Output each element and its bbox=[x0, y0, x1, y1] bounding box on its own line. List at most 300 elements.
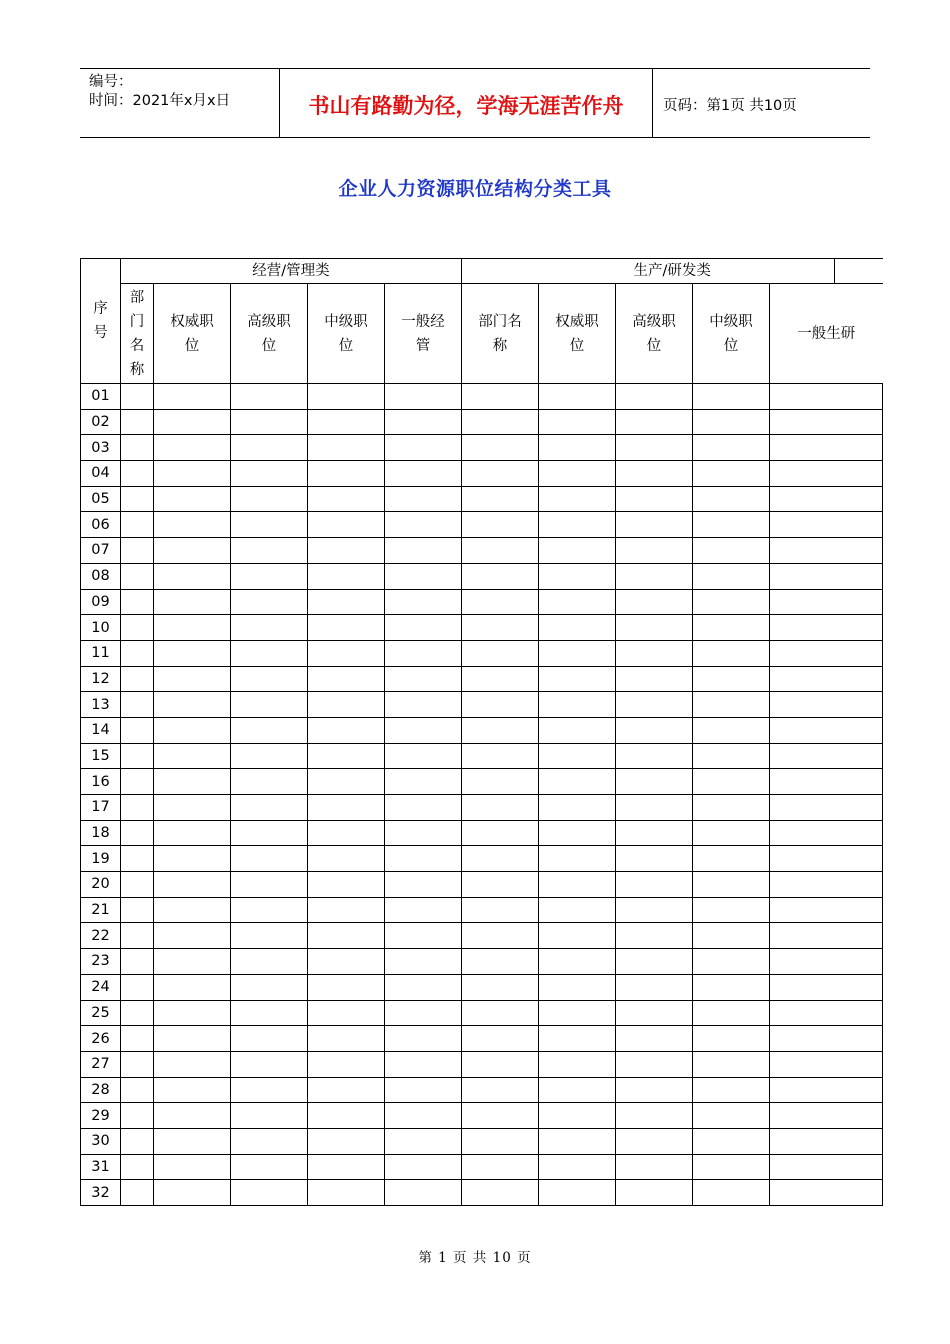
table-cell[interactable] bbox=[231, 409, 308, 435]
table-cell[interactable] bbox=[462, 1103, 539, 1129]
table-cell[interactable] bbox=[154, 1077, 231, 1103]
table-cell[interactable] bbox=[308, 897, 385, 923]
table-cell[interactable] bbox=[121, 897, 154, 923]
table-cell[interactable] bbox=[616, 692, 693, 718]
table-cell[interactable] bbox=[693, 1180, 770, 1206]
table-cell[interactable] bbox=[385, 1077, 462, 1103]
table-cell[interactable] bbox=[385, 461, 462, 487]
table-cell[interactable] bbox=[462, 949, 539, 975]
table-cell[interactable] bbox=[231, 563, 308, 589]
table-cell[interactable] bbox=[539, 461, 616, 487]
table-cell[interactable] bbox=[308, 384, 385, 410]
table-cell[interactable] bbox=[154, 923, 231, 949]
table-cell[interactable] bbox=[770, 666, 883, 692]
table-cell[interactable] bbox=[616, 538, 693, 564]
table-cell[interactable] bbox=[385, 974, 462, 1000]
table-cell[interactable] bbox=[121, 1154, 154, 1180]
table-cell[interactable] bbox=[770, 743, 883, 769]
table-cell[interactable] bbox=[121, 409, 154, 435]
table-cell[interactable] bbox=[616, 743, 693, 769]
table-cell[interactable] bbox=[154, 769, 231, 795]
table-cell[interactable] bbox=[308, 1128, 385, 1154]
table-cell[interactable] bbox=[121, 949, 154, 975]
table-cell[interactable] bbox=[308, 1103, 385, 1129]
table-cell[interactable] bbox=[385, 820, 462, 846]
table-cell[interactable] bbox=[385, 743, 462, 769]
table-cell[interactable] bbox=[121, 461, 154, 487]
table-cell[interactable] bbox=[154, 872, 231, 898]
table-cell[interactable] bbox=[121, 640, 154, 666]
table-cell[interactable] bbox=[539, 486, 616, 512]
table-cell[interactable] bbox=[539, 666, 616, 692]
table-cell[interactable] bbox=[462, 795, 539, 821]
table-cell[interactable] bbox=[693, 769, 770, 795]
table-cell[interactable] bbox=[616, 795, 693, 821]
table-cell[interactable] bbox=[770, 640, 883, 666]
table-cell[interactable] bbox=[121, 563, 154, 589]
table-cell[interactable] bbox=[770, 717, 883, 743]
table-cell[interactable] bbox=[385, 872, 462, 898]
table-cell[interactable] bbox=[231, 486, 308, 512]
table-cell[interactable] bbox=[770, 692, 883, 718]
table-cell[interactable] bbox=[308, 435, 385, 461]
table-cell[interactable] bbox=[616, 435, 693, 461]
table-cell[interactable] bbox=[385, 589, 462, 615]
table-cell[interactable] bbox=[539, 846, 616, 872]
table-cell[interactable] bbox=[462, 1026, 539, 1052]
table-cell[interactable] bbox=[308, 846, 385, 872]
table-cell[interactable] bbox=[462, 1154, 539, 1180]
table-cell[interactable] bbox=[693, 1000, 770, 1026]
table-cell[interactable] bbox=[616, 486, 693, 512]
table-cell[interactable] bbox=[616, 615, 693, 641]
table-cell[interactable] bbox=[385, 1154, 462, 1180]
table-cell[interactable] bbox=[693, 461, 770, 487]
table-cell[interactable] bbox=[231, 820, 308, 846]
table-cell[interactable] bbox=[385, 640, 462, 666]
table-cell[interactable] bbox=[462, 820, 539, 846]
table-cell[interactable] bbox=[308, 589, 385, 615]
table-cell[interactable] bbox=[462, 846, 539, 872]
table-cell[interactable] bbox=[385, 384, 462, 410]
table-cell[interactable] bbox=[154, 717, 231, 743]
table-cell[interactable] bbox=[121, 615, 154, 641]
table-cell[interactable] bbox=[121, 1077, 154, 1103]
table-cell[interactable] bbox=[231, 692, 308, 718]
table-cell[interactable] bbox=[231, 384, 308, 410]
table-cell[interactable] bbox=[308, 486, 385, 512]
table-cell[interactable] bbox=[770, 1051, 883, 1077]
table-cell[interactable] bbox=[154, 846, 231, 872]
table-cell[interactable] bbox=[539, 743, 616, 769]
table-cell[interactable] bbox=[308, 1077, 385, 1103]
table-cell[interactable] bbox=[616, 897, 693, 923]
table-cell[interactable] bbox=[308, 615, 385, 641]
table-cell[interactable] bbox=[539, 795, 616, 821]
table-cell[interactable] bbox=[231, 589, 308, 615]
table-cell[interactable] bbox=[154, 1154, 231, 1180]
table-cell[interactable] bbox=[539, 1154, 616, 1180]
table-cell[interactable] bbox=[462, 461, 539, 487]
table-cell[interactable] bbox=[385, 1000, 462, 1026]
table-cell[interactable] bbox=[616, 589, 693, 615]
table-cell[interactable] bbox=[308, 461, 385, 487]
table-cell[interactable] bbox=[121, 743, 154, 769]
table-cell[interactable] bbox=[770, 872, 883, 898]
table-cell[interactable] bbox=[308, 538, 385, 564]
table-cell[interactable] bbox=[308, 949, 385, 975]
table-cell[interactable] bbox=[539, 1077, 616, 1103]
table-cell[interactable] bbox=[154, 1051, 231, 1077]
table-cell[interactable] bbox=[770, 1103, 883, 1129]
table-cell[interactable] bbox=[616, 769, 693, 795]
table-cell[interactable] bbox=[231, 666, 308, 692]
table-cell[interactable] bbox=[693, 897, 770, 923]
table-cell[interactable] bbox=[462, 615, 539, 641]
table-cell[interactable] bbox=[462, 1077, 539, 1103]
table-cell[interactable] bbox=[154, 589, 231, 615]
table-cell[interactable] bbox=[231, 512, 308, 538]
table-cell[interactable] bbox=[121, 769, 154, 795]
table-cell[interactable] bbox=[121, 589, 154, 615]
table-cell[interactable] bbox=[539, 1051, 616, 1077]
table-cell[interactable] bbox=[231, 1051, 308, 1077]
table-cell[interactable] bbox=[308, 1000, 385, 1026]
table-cell[interactable] bbox=[121, 435, 154, 461]
table-cell[interactable] bbox=[770, 615, 883, 641]
table-cell[interactable] bbox=[539, 1103, 616, 1129]
table-cell[interactable] bbox=[462, 1051, 539, 1077]
table-cell[interactable] bbox=[770, 949, 883, 975]
table-cell[interactable] bbox=[231, 743, 308, 769]
table-cell[interactable] bbox=[231, 1180, 308, 1206]
table-cell[interactable] bbox=[462, 1000, 539, 1026]
table-cell[interactable] bbox=[385, 1180, 462, 1206]
table-cell[interactable] bbox=[539, 384, 616, 410]
table-cell[interactable] bbox=[231, 846, 308, 872]
table-cell[interactable] bbox=[231, 1154, 308, 1180]
table-cell[interactable] bbox=[154, 1026, 231, 1052]
table-cell[interactable] bbox=[770, 589, 883, 615]
table-cell[interactable] bbox=[385, 615, 462, 641]
table-cell[interactable] bbox=[308, 717, 385, 743]
table-cell[interactable] bbox=[539, 1180, 616, 1206]
table-cell[interactable] bbox=[616, 1026, 693, 1052]
table-cell[interactable] bbox=[770, 846, 883, 872]
table-cell[interactable] bbox=[693, 820, 770, 846]
table-cell[interactable] bbox=[385, 769, 462, 795]
table-cell[interactable] bbox=[385, 1103, 462, 1129]
table-cell[interactable] bbox=[121, 795, 154, 821]
table-cell[interactable] bbox=[462, 769, 539, 795]
table-cell[interactable] bbox=[154, 949, 231, 975]
table-cell[interactable] bbox=[308, 692, 385, 718]
table-cell[interactable] bbox=[385, 1026, 462, 1052]
table-cell[interactable] bbox=[616, 1103, 693, 1129]
table-cell[interactable] bbox=[462, 435, 539, 461]
table-cell[interactable] bbox=[231, 769, 308, 795]
table-cell[interactable] bbox=[693, 486, 770, 512]
table-cell[interactable] bbox=[308, 923, 385, 949]
table-cell[interactable] bbox=[308, 1051, 385, 1077]
table-cell[interactable] bbox=[231, 717, 308, 743]
table-cell[interactable] bbox=[121, 974, 154, 1000]
table-cell[interactable] bbox=[539, 974, 616, 1000]
table-cell[interactable] bbox=[462, 923, 539, 949]
table-cell[interactable] bbox=[154, 666, 231, 692]
table-cell[interactable] bbox=[616, 409, 693, 435]
table-cell[interactable] bbox=[121, 820, 154, 846]
table-cell[interactable] bbox=[231, 795, 308, 821]
table-cell[interactable] bbox=[539, 923, 616, 949]
table-cell[interactable] bbox=[693, 1051, 770, 1077]
table-cell[interactable] bbox=[462, 1128, 539, 1154]
table-cell[interactable] bbox=[462, 743, 539, 769]
table-cell[interactable] bbox=[154, 563, 231, 589]
table-cell[interactable] bbox=[539, 615, 616, 641]
table-cell[interactable] bbox=[616, 384, 693, 410]
table-cell[interactable] bbox=[770, 538, 883, 564]
table-cell[interactable] bbox=[693, 640, 770, 666]
table-cell[interactable] bbox=[770, 820, 883, 846]
table-cell[interactable] bbox=[231, 435, 308, 461]
table-cell[interactable] bbox=[693, 1128, 770, 1154]
table-cell[interactable] bbox=[385, 923, 462, 949]
table-cell[interactable] bbox=[154, 974, 231, 1000]
table-cell[interactable] bbox=[693, 615, 770, 641]
table-cell[interactable] bbox=[231, 640, 308, 666]
table-cell[interactable] bbox=[693, 538, 770, 564]
table-cell[interactable] bbox=[770, 512, 883, 538]
table-cell[interactable] bbox=[154, 640, 231, 666]
table-cell[interactable] bbox=[308, 743, 385, 769]
table-cell[interactable] bbox=[616, 563, 693, 589]
table-cell[interactable] bbox=[693, 795, 770, 821]
table-cell[interactable] bbox=[616, 923, 693, 949]
table-cell[interactable] bbox=[154, 486, 231, 512]
table-cell[interactable] bbox=[121, 1051, 154, 1077]
table-cell[interactable] bbox=[539, 717, 616, 743]
table-cell[interactable] bbox=[770, 1180, 883, 1206]
table-cell[interactable] bbox=[154, 795, 231, 821]
table-cell[interactable] bbox=[121, 486, 154, 512]
table-cell[interactable] bbox=[385, 717, 462, 743]
table-cell[interactable] bbox=[693, 692, 770, 718]
table-cell[interactable] bbox=[121, 923, 154, 949]
table-cell[interactable] bbox=[770, 409, 883, 435]
table-cell[interactable] bbox=[385, 563, 462, 589]
table-cell[interactable] bbox=[693, 923, 770, 949]
table-cell[interactable] bbox=[462, 409, 539, 435]
table-cell[interactable] bbox=[693, 974, 770, 1000]
table-cell[interactable] bbox=[616, 1154, 693, 1180]
table-cell[interactable] bbox=[462, 897, 539, 923]
table-cell[interactable] bbox=[154, 743, 231, 769]
table-cell[interactable] bbox=[462, 974, 539, 1000]
table-cell[interactable] bbox=[539, 538, 616, 564]
table-cell[interactable] bbox=[693, 666, 770, 692]
table-cell[interactable] bbox=[154, 1000, 231, 1026]
table-cell[interactable] bbox=[770, 384, 883, 410]
table-cell[interactable] bbox=[693, 846, 770, 872]
table-cell[interactable] bbox=[539, 435, 616, 461]
table-cell[interactable] bbox=[231, 1000, 308, 1026]
table-cell[interactable] bbox=[462, 666, 539, 692]
table-cell[interactable] bbox=[539, 1026, 616, 1052]
table-cell[interactable] bbox=[154, 512, 231, 538]
table-cell[interactable] bbox=[462, 640, 539, 666]
table-cell[interactable] bbox=[385, 897, 462, 923]
table-cell[interactable] bbox=[154, 461, 231, 487]
table-cell[interactable] bbox=[154, 384, 231, 410]
table-cell[interactable] bbox=[616, 512, 693, 538]
table-cell[interactable] bbox=[121, 512, 154, 538]
table-cell[interactable] bbox=[231, 1077, 308, 1103]
table-cell[interactable] bbox=[154, 692, 231, 718]
table-cell[interactable] bbox=[121, 717, 154, 743]
table-cell[interactable] bbox=[121, 692, 154, 718]
table-cell[interactable] bbox=[462, 589, 539, 615]
table-cell[interactable] bbox=[770, 769, 883, 795]
table-cell[interactable] bbox=[770, 974, 883, 1000]
table-cell[interactable] bbox=[308, 512, 385, 538]
table-cell[interactable] bbox=[121, 1000, 154, 1026]
table-cell[interactable] bbox=[539, 1128, 616, 1154]
table-cell[interactable] bbox=[770, 795, 883, 821]
table-cell[interactable] bbox=[231, 1026, 308, 1052]
table-cell[interactable] bbox=[154, 615, 231, 641]
table-cell[interactable] bbox=[616, 846, 693, 872]
table-cell[interactable] bbox=[385, 486, 462, 512]
table-cell[interactable] bbox=[770, 1000, 883, 1026]
table-cell[interactable] bbox=[385, 692, 462, 718]
table-cell[interactable] bbox=[770, 923, 883, 949]
table-cell[interactable] bbox=[308, 640, 385, 666]
table-cell[interactable] bbox=[462, 692, 539, 718]
table-cell[interactable] bbox=[539, 640, 616, 666]
table-cell[interactable] bbox=[462, 486, 539, 512]
table-cell[interactable] bbox=[385, 512, 462, 538]
table-cell[interactable] bbox=[616, 1077, 693, 1103]
table-cell[interactable] bbox=[462, 512, 539, 538]
table-cell[interactable] bbox=[308, 795, 385, 821]
table-cell[interactable] bbox=[693, 743, 770, 769]
table-cell[interactable] bbox=[231, 538, 308, 564]
table-cell[interactable] bbox=[770, 1077, 883, 1103]
table-cell[interactable] bbox=[693, 949, 770, 975]
table-cell[interactable] bbox=[770, 1128, 883, 1154]
table-cell[interactable] bbox=[231, 872, 308, 898]
table-cell[interactable] bbox=[121, 1128, 154, 1154]
table-cell[interactable] bbox=[462, 1180, 539, 1206]
table-cell[interactable] bbox=[616, 1180, 693, 1206]
table-cell[interactable] bbox=[308, 1180, 385, 1206]
table-cell[interactable] bbox=[616, 717, 693, 743]
table-cell[interactable] bbox=[121, 1180, 154, 1206]
table-cell[interactable] bbox=[231, 615, 308, 641]
table-cell[interactable] bbox=[770, 1026, 883, 1052]
table-cell[interactable] bbox=[385, 795, 462, 821]
table-cell[interactable] bbox=[616, 1128, 693, 1154]
table-cell[interactable] bbox=[308, 769, 385, 795]
table-cell[interactable] bbox=[385, 846, 462, 872]
table-cell[interactable] bbox=[693, 435, 770, 461]
table-cell[interactable] bbox=[770, 563, 883, 589]
table-cell[interactable] bbox=[154, 409, 231, 435]
table-cell[interactable] bbox=[462, 384, 539, 410]
table-cell[interactable] bbox=[693, 512, 770, 538]
table-cell[interactable] bbox=[121, 846, 154, 872]
table-cell[interactable] bbox=[539, 512, 616, 538]
table-cell[interactable] bbox=[385, 1051, 462, 1077]
table-cell[interactable] bbox=[539, 897, 616, 923]
table-cell[interactable] bbox=[539, 589, 616, 615]
table-cell[interactable] bbox=[693, 384, 770, 410]
table-cell[interactable] bbox=[770, 486, 883, 512]
table-cell[interactable] bbox=[154, 897, 231, 923]
table-cell[interactable] bbox=[693, 589, 770, 615]
table-cell[interactable] bbox=[154, 1180, 231, 1206]
table-cell[interactable] bbox=[616, 949, 693, 975]
table-cell[interactable] bbox=[385, 435, 462, 461]
table-cell[interactable] bbox=[308, 974, 385, 1000]
table-cell[interactable] bbox=[462, 717, 539, 743]
table-cell[interactable] bbox=[693, 1077, 770, 1103]
table-cell[interactable] bbox=[770, 461, 883, 487]
table-cell[interactable] bbox=[616, 461, 693, 487]
table-cell[interactable] bbox=[231, 1128, 308, 1154]
table-cell[interactable] bbox=[539, 820, 616, 846]
table-cell[interactable] bbox=[154, 1128, 231, 1154]
table-cell[interactable] bbox=[693, 1026, 770, 1052]
table-cell[interactable] bbox=[539, 769, 616, 795]
table-cell[interactable] bbox=[539, 872, 616, 898]
table-cell[interactable] bbox=[231, 897, 308, 923]
table-cell[interactable] bbox=[385, 949, 462, 975]
table-cell[interactable] bbox=[539, 1000, 616, 1026]
table-cell[interactable] bbox=[770, 1154, 883, 1180]
table-cell[interactable] bbox=[121, 666, 154, 692]
table-cell[interactable] bbox=[693, 409, 770, 435]
table-cell[interactable] bbox=[462, 538, 539, 564]
table-cell[interactable] bbox=[121, 384, 154, 410]
table-cell[interactable] bbox=[231, 461, 308, 487]
table-cell[interactable] bbox=[308, 1154, 385, 1180]
table-cell[interactable] bbox=[616, 1051, 693, 1077]
table-cell[interactable] bbox=[231, 1103, 308, 1129]
table-cell[interactable] bbox=[693, 1154, 770, 1180]
table-cell[interactable] bbox=[154, 538, 231, 564]
table-cell[interactable] bbox=[462, 563, 539, 589]
table-cell[interactable] bbox=[308, 563, 385, 589]
table-cell[interactable] bbox=[231, 949, 308, 975]
table-cell[interactable] bbox=[154, 820, 231, 846]
table-cell[interactable] bbox=[693, 563, 770, 589]
table-cell[interactable] bbox=[770, 897, 883, 923]
table-cell[interactable] bbox=[693, 872, 770, 898]
table-cell[interactable] bbox=[308, 666, 385, 692]
table-cell[interactable] bbox=[385, 409, 462, 435]
table-cell[interactable] bbox=[539, 692, 616, 718]
table-cell[interactable] bbox=[385, 538, 462, 564]
table-cell[interactable] bbox=[616, 820, 693, 846]
table-cell[interactable] bbox=[539, 563, 616, 589]
table-cell[interactable] bbox=[462, 872, 539, 898]
table-cell[interactable] bbox=[308, 1026, 385, 1052]
table-cell[interactable] bbox=[693, 1103, 770, 1129]
table-cell[interactable] bbox=[770, 435, 883, 461]
table-cell[interactable] bbox=[616, 666, 693, 692]
